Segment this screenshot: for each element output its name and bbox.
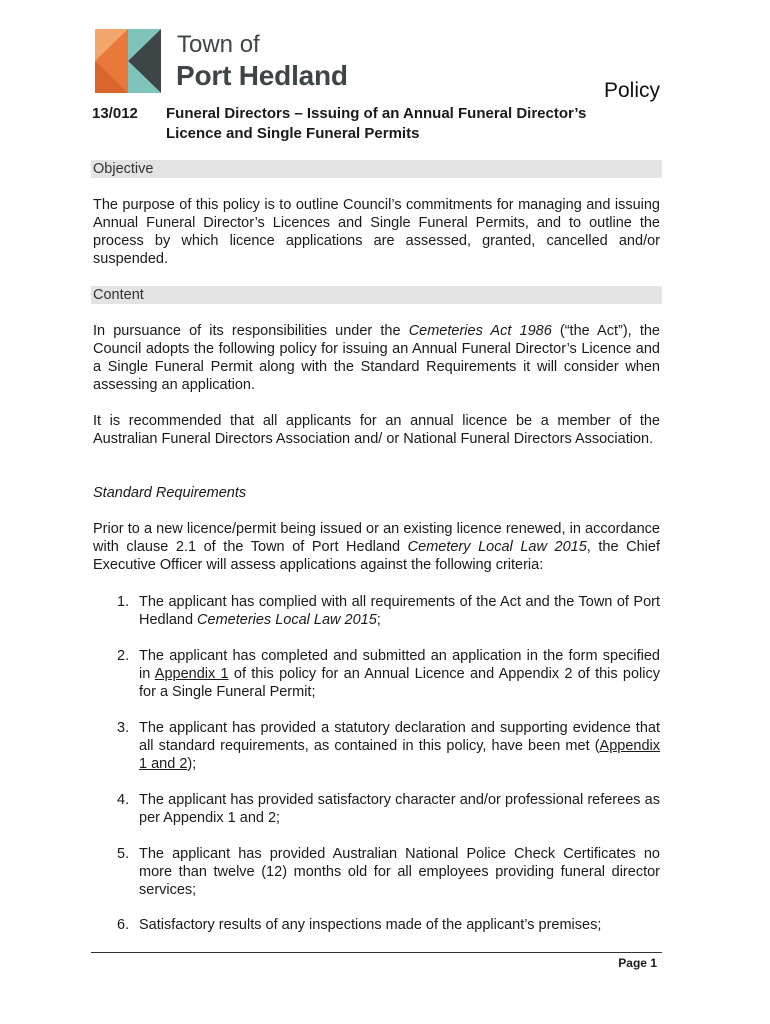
content-paragraph-1: In pursuance of its responsibilities under the Cemeteries Act 1986 (“the Act”), the Council adopts the following policy for issuing an Annual Funeral Director’s Licence and a Single Funeral Permit along with the Standard Requirements it will consider when assessing an application. — [93, 323, 660, 393]
local-law-name: Cemetery Local Law 2015 — [407, 539, 587, 555]
standard-requirements-heading: Standard Requirements — [93, 485, 247, 501]
logo-text-line1: Town of — [177, 31, 260, 58]
town-logo — [95, 29, 355, 95]
content-paragraph-3: Prior to a new licence/permit being issued or an existing licence renewed, in accordance with clause 2.1 of the Town of Port Hedland Cemetery Local Law 2015, the Chief Executive Officer will assess applications against the following criteria: — [93, 521, 660, 573]
act-name: Cemeteries Act 1986 — [408, 323, 552, 339]
document-type: Policy — [603, 79, 660, 102]
objective-heading: Objective — [91, 160, 662, 178]
objective-text: The purpose of this policy is to outline Council’s commitments for managing and issuing Annual Funeral Director’s Licences and Single Funeral Permits, and to outline the process by which licence applications are assessed, granted, cancelled and/or suspended. — [93, 197, 660, 267]
page-number: Page 1 — [618, 956, 657, 970]
content-heading: Content — [91, 286, 662, 304]
content-paragraph-2: It is recommended that all applicants for an annual licence be a member of the Australian Funeral Directors Association and/ or National Funeral Directors Association. — [93, 413, 660, 447]
policy-page: Town of Port Hedland Policy 13/012 Funeral Directors – Issuing of an Annual Funeral Director’s Licence and Single Funeral Permits Objective The purpose of this policy is to outline Council’s commitments for managing and issuing Annual Funeral Director’s Licences and Single Funeral Permits, and to outline the process by which licence applications are assessed, granted, cancelled and/or suspended. Content In pursuance of its responsibilities under the Cemeteries Act 1986 (“the Act”), the Council adopts the following policy for issuing an Annual Funeral Director’s Licence and a Single Funeral Permit along with the Standard Requirements it will consider when assessing an application. It is recommended that all applicants for an annual licence be a member of the Australian Funeral Directors Association and/ or National Funeral Directors Association. Standard Requirements Prior to a new licence/permit being issued or an existing licence renewed, in accordance with clause 2.1 of the Town of Port Hedland Cemetery Local Law 2015, the Chief Executive Officer will assess applications against the following criteria: 1. The applicant has complied with all requirements of the Act and the Town of Port Hedland Cemeteries Local Law 2015; 2. The applicant has completed and submitted an application in the form specified in Appendix 1 of this policy for an Annual Licence and Appendix 2 of this policy for a Single Funeral Permit; 3. The applicant has provided a statutory declaration and supporting evidence that all standard requirements, as contained in this policy, have been met (Appendix 1 and 2); 4. The applicant has provided satisfactory character and/or professional referees as per Appendix 1 and 2; 5. The applicant has provided Australian National Police Check Certificates no more than twelve (12) months old for all employees providing funeral director services; 6. Satisfactory results of any inspections made of the applicant’s premises; Page 1 — [92, 31, 660, 970]
appendix-1-and-2-link[interactable]: Appendix 1 and 2 — [139, 738, 660, 772]
footer-divider — [91, 952, 662, 953]
policy-title: Funeral Directors – Issuing of an Annual Funeral Director’s Licence and Single Funeral Permits — [166, 105, 587, 142]
policy-number: 13/012 — [92, 105, 138, 122]
appendix-1-link[interactable]: Appendix 1 — [154, 666, 229, 682]
logo-text-line2: Port Hedland — [176, 60, 348, 91]
logo-mark-icon — [95, 29, 161, 93]
